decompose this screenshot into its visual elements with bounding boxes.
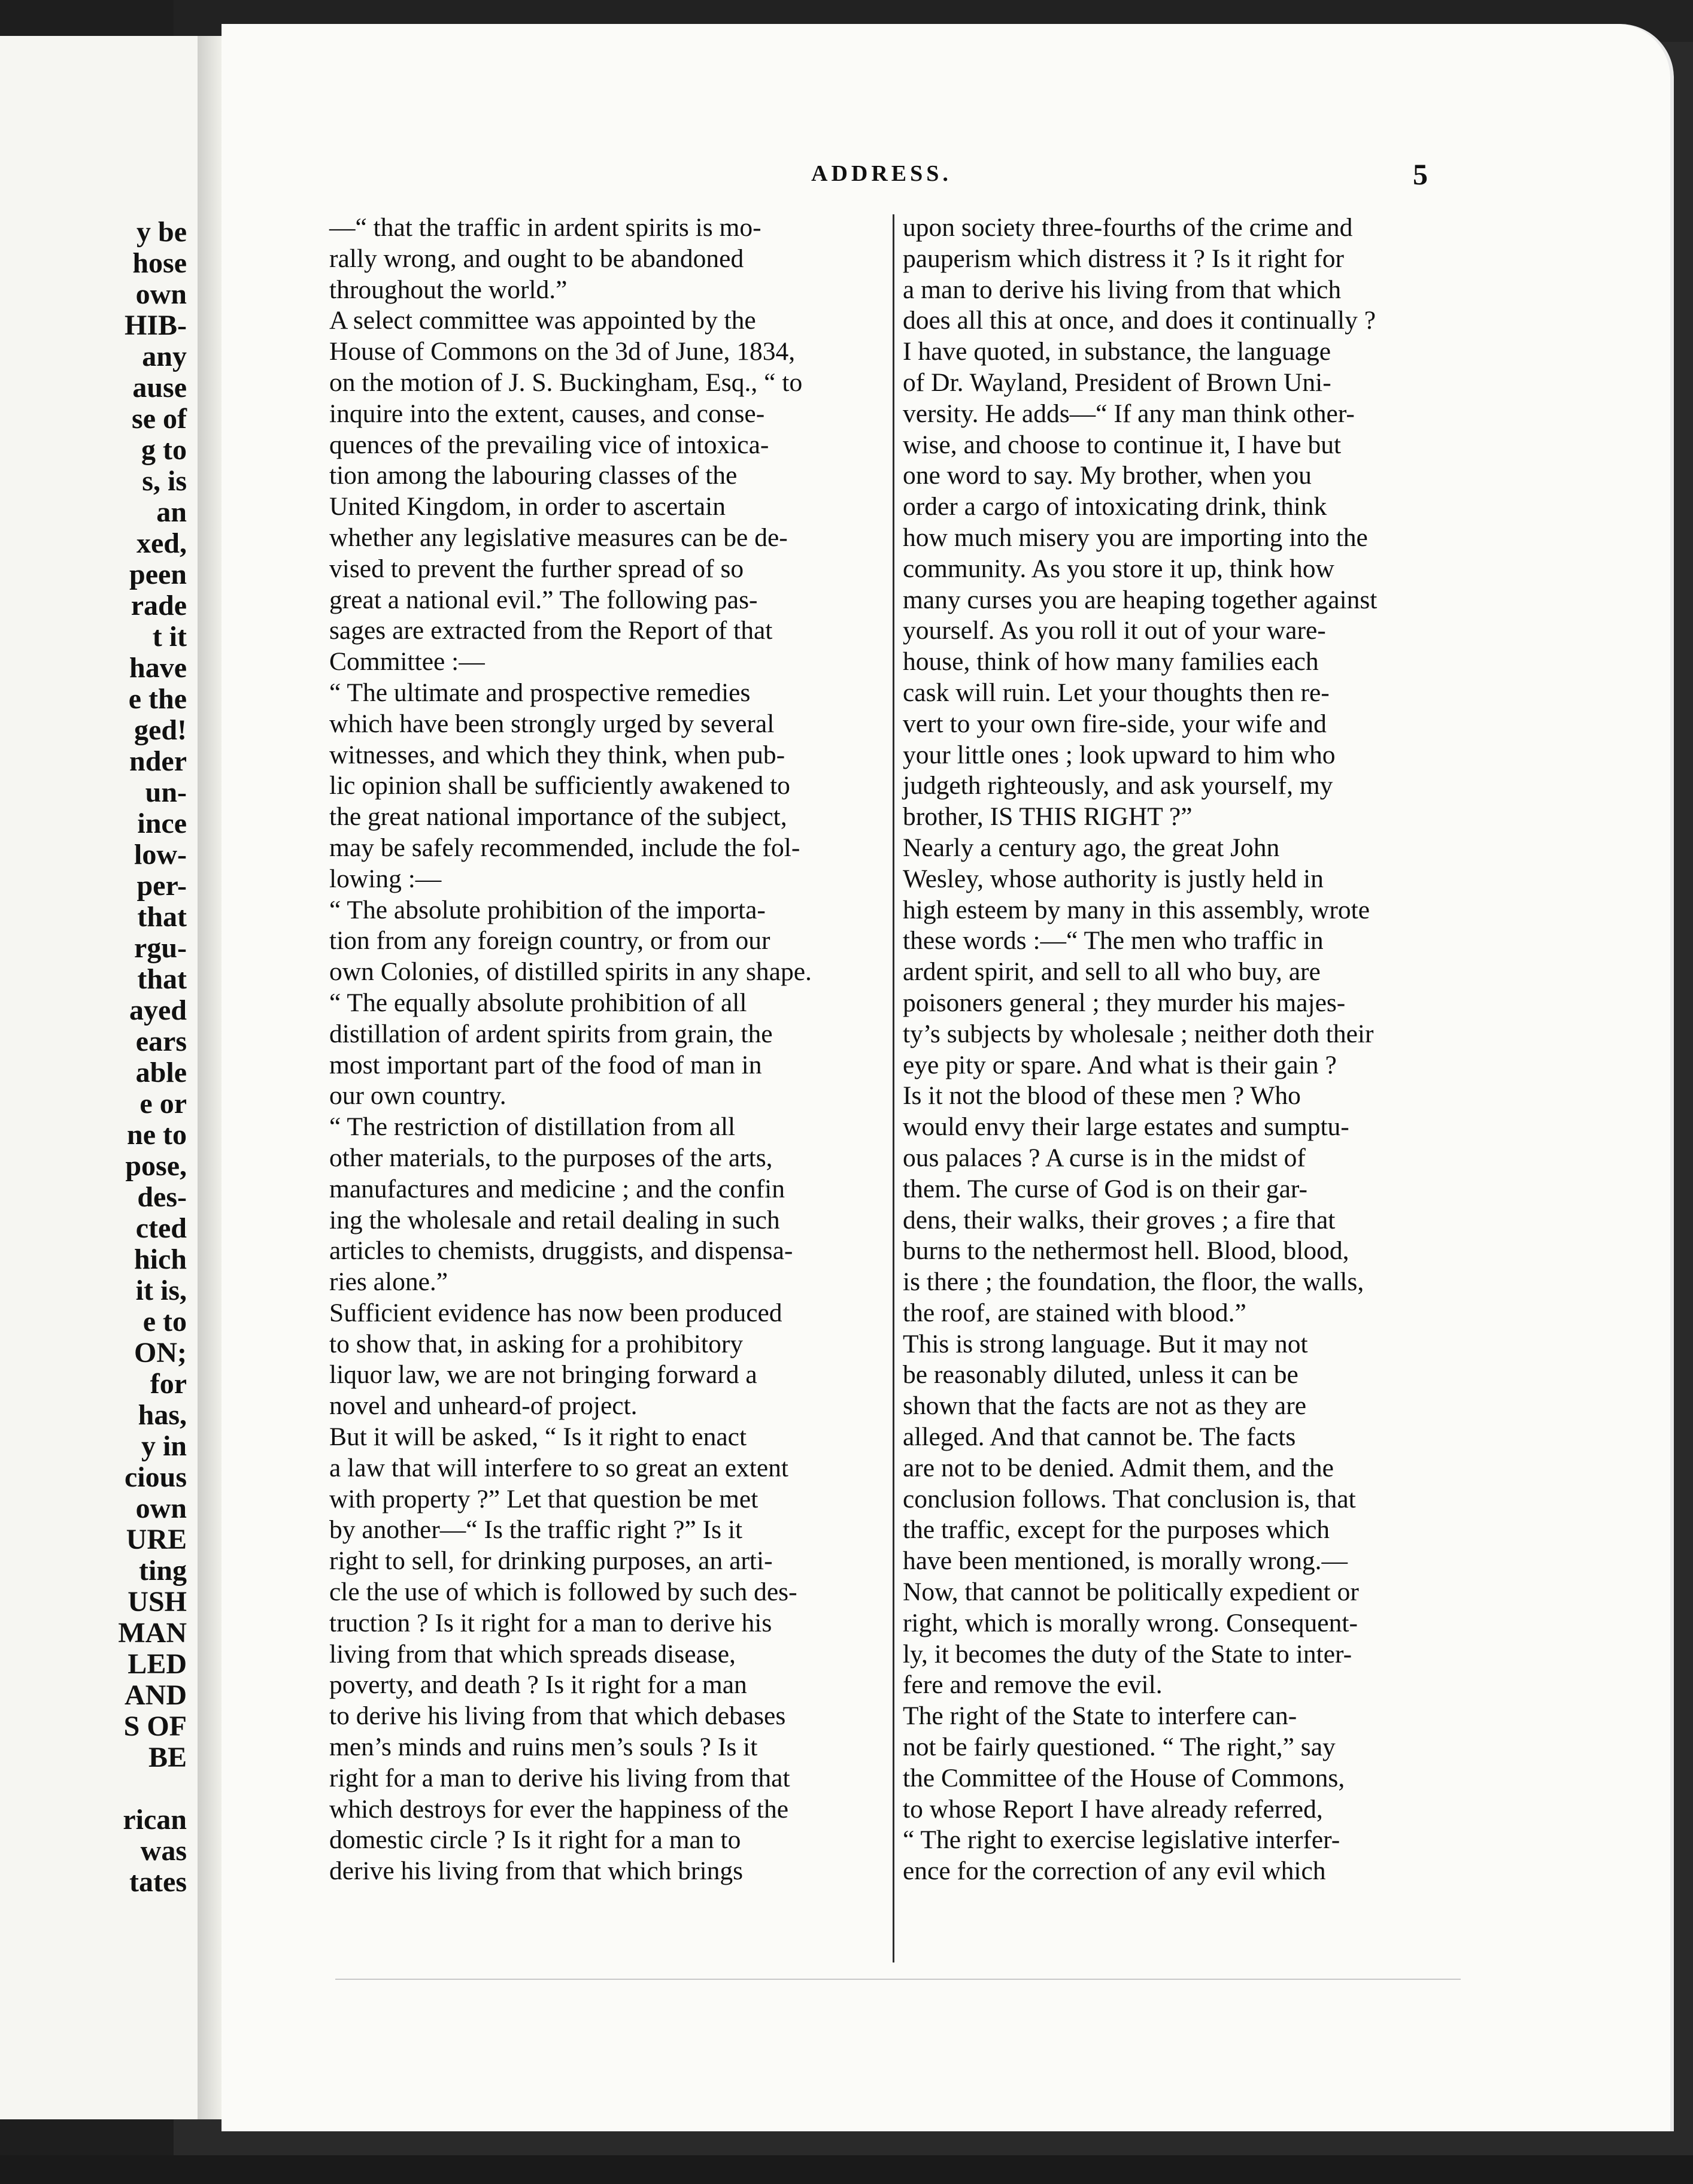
- previous-page-fragment: rican: [123, 1804, 187, 1836]
- column-rule: [893, 214, 894, 1962]
- left-column-line: United Kingdom, in order to ascertain: [329, 492, 726, 521]
- previous-page-fragment: y be: [136, 216, 187, 248]
- right-column-line: community. As you store it up, think how: [903, 554, 1334, 583]
- left-column-line: men’s minds and ruins men’s souls ? Is it: [329, 1733, 758, 1762]
- previous-page-fragment: S OF: [123, 1710, 187, 1742]
- previous-page-fragment: able: [135, 1057, 187, 1088]
- previous-page-fragment: e the: [128, 683, 187, 715]
- left-column: [329, 213, 892, 1887]
- previous-page-fragment: LED: [128, 1648, 187, 1680]
- left-column-line: sages are extracted from the Report of that: [329, 616, 773, 645]
- right-column-line: be reasonably diluted, unless it can be: [903, 1360, 1298, 1390]
- right-column-line: the Committee of the House of Commons,: [903, 1763, 1345, 1792]
- right-column-line: is there ; the foundation, the floor, the walls,: [903, 1267, 1364, 1297]
- left-column-line: other materials, to the purposes of the arts,: [329, 1143, 773, 1172]
- right-column-line: ly, it becomes the duty of the State to inter-: [903, 1639, 1352, 1669]
- bottom-rule: [335, 1979, 1461, 1980]
- previous-page-fragment: it is,: [135, 1275, 187, 1306]
- previous-page-fragment: xed,: [136, 527, 187, 559]
- previous-page-fragment: per-: [136, 870, 187, 902]
- previous-page-fragment: hose: [132, 247, 187, 279]
- left-column-line: “ The equally absolute prohibition of all: [329, 988, 747, 1017]
- previous-page-fragment: hich: [134, 1243, 187, 1275]
- right-column-line: dens, their walks, their groves ; a fire that: [903, 1205, 1336, 1234]
- left-column-line: quences of the prevailing vice of intoxica-: [329, 430, 769, 459]
- previous-page-fragment: for: [150, 1368, 187, 1400]
- left-column-line: liquor law, we are not bringing forward a: [329, 1360, 757, 1390]
- previous-page-fragment: own: [135, 278, 187, 310]
- previous-page-fragment: s, is: [142, 465, 187, 497]
- previous-page-fragment: that: [137, 963, 187, 995]
- previous-page-fragment: se of: [132, 403, 187, 435]
- right-column-line: eye pity or spare. And what is their gain ?: [903, 1050, 1337, 1079]
- left-column-line: by another—“ Is the traffic right ?” Is it: [329, 1515, 743, 1545]
- previous-page-fragment: own: [135, 1493, 187, 1524]
- right-column-line: a man to derive his living from that which: [903, 275, 1342, 304]
- previous-page-fragment: tates: [129, 1866, 187, 1898]
- right-column-line: shown that the facts are not as they are: [903, 1391, 1306, 1421]
- left-column-line: tion among the labouring classes of the: [329, 461, 738, 490]
- left-column-line: poverty, and death ? Is it right for a man: [329, 1670, 747, 1700]
- right-column-line: This is strong language. But it may not: [903, 1329, 1308, 1358]
- left-column-line: derive his living from that which brings: [329, 1857, 744, 1886]
- previous-page-fragment: ince: [137, 808, 187, 839]
- previous-page-fragment: ne to: [127, 1119, 187, 1151]
- right-column-line: wise, and choose to continue it, I have but: [903, 430, 1342, 459]
- right-column-line: The right of the State to interfere can-: [903, 1701, 1297, 1731]
- left-column-line: manufactures and medicine ; and the confin: [329, 1174, 785, 1203]
- previous-page-fragment: rade: [131, 590, 187, 621]
- right-column-line: judgeth righteously, and ask yourself, my: [903, 771, 1333, 800]
- previous-page-fragment: nder: [129, 745, 187, 777]
- right-column-line: brother, IS THIS RIGHT ?”: [903, 802, 1193, 832]
- previous-page-fragment: un-: [145, 776, 187, 808]
- left-column-line: living from that which spreads disease,: [329, 1639, 736, 1669]
- running-head: ADDRESS.: [811, 161, 952, 186]
- left-column-line: distillation of ardent spirits from grain, the: [329, 1019, 773, 1048]
- previous-page-edge: [0, 36, 198, 2119]
- right-column-line: “ The right to exercise legislative interfer-: [903, 1825, 1340, 1855]
- right-column-line: have been mentioned, is morally wrong.—: [903, 1546, 1348, 1576]
- left-column-line: great a national evil.” The following pas-: [329, 585, 758, 614]
- right-column-line: right, which is morally wrong. Consequent-: [903, 1608, 1358, 1637]
- left-column-line: domestic circle ? Is it right for a man to: [329, 1825, 741, 1855]
- left-column-line: to derive his living from that which debases: [329, 1701, 786, 1731]
- right-column-line: of Dr. Wayland, President of Brown Uni-: [903, 368, 1331, 397]
- right-column-line: the traffic, except for the purposes which: [903, 1515, 1330, 1545]
- left-column-line: lowing :—: [329, 864, 442, 893]
- previous-page-fragment: MAN: [118, 1617, 187, 1649]
- previous-page-fragment: rgu-: [134, 932, 187, 964]
- left-column-line: ries alone.”: [329, 1267, 448, 1297]
- left-column-line: the great national importance of the subject,: [329, 802, 787, 832]
- right-column-line: to whose Report I have already referred,: [903, 1794, 1323, 1824]
- left-column-line: rally wrong, and ought to be abandoned: [329, 244, 744, 273]
- right-column-line: one word to say. My brother, when you: [903, 461, 1312, 490]
- previous-page-fragment: has,: [138, 1399, 187, 1431]
- left-column-line: A select committee was appointed by the: [329, 306, 756, 335]
- right-column-line: Is it not the blood of these men ? Who: [903, 1081, 1301, 1111]
- left-column-line: ing the wholesale and retail dealing in such: [329, 1205, 780, 1234]
- right-column-line: not be fairly questioned. “ The right,” say: [903, 1733, 1336, 1762]
- left-column-line: Sufficient evidence has now been produced: [329, 1298, 782, 1327]
- previous-page-fragment: AND: [125, 1679, 187, 1711]
- right-column-line: them. The curse of God is on their gar-: [903, 1174, 1308, 1203]
- left-column-line: witnesses, and which they think, when pub-: [329, 740, 785, 769]
- previous-page-fragment: URE: [126, 1524, 187, 1555]
- left-column-line: tion from any foreign country, or from our: [329, 926, 770, 956]
- right-column-line: Wesley, whose authority is justly held in: [903, 864, 1324, 893]
- right-column-line: ty’s subjects by wholesale ; neither doth their: [903, 1019, 1374, 1048]
- right-column-line: order a cargo of intoxicating drink, think: [903, 492, 1327, 521]
- previous-page-fragment: e to: [142, 1306, 187, 1337]
- right-column-line: pauperism which distress it ? Is it right for: [903, 244, 1344, 273]
- left-column-line: articles to chemists, druggists, and dispensa-: [329, 1236, 793, 1266]
- left-column-line: most important part of the food of man in: [329, 1050, 762, 1079]
- previous-page-fragment: ON;: [134, 1337, 187, 1369]
- right-column-line: would envy their large estates and sumptu-: [903, 1112, 1349, 1142]
- right-column-line: are not to be denied. Admit them, and the: [903, 1453, 1334, 1482]
- right-column-line: the roof, are stained with blood.”: [903, 1298, 1246, 1327]
- left-column-line: own Colonies, of distilled spirits in any shape.: [329, 957, 812, 987]
- right-column-line: versity. He adds—“ If any man think other-: [903, 399, 1355, 428]
- right-column-line: how much misery you are importing into the: [903, 523, 1368, 552]
- previous-page-fragment: that: [137, 901, 187, 933]
- previous-page-fragment: was: [140, 1835, 187, 1867]
- right-column-line: poisoners general ; they murder his majes-: [903, 988, 1346, 1017]
- page-number: 5: [1413, 157, 1428, 191]
- previous-page-fragment: des-: [137, 1181, 187, 1213]
- right-column-line: house, think of how many families each: [903, 647, 1319, 677]
- previous-page-fragment: ears: [135, 1026, 187, 1057]
- left-column-line: right to sell, for drinking purposes, an arti-: [329, 1546, 773, 1576]
- left-column-line: novel and unheard-of project.: [329, 1391, 638, 1421]
- previous-page-fragment: peen: [129, 559, 187, 590]
- right-column-line: vert to your own fire-side, your wife and: [903, 709, 1327, 738]
- right-column: [903, 213, 1470, 1887]
- previous-page-fragment: cious: [124, 1461, 187, 1493]
- left-column-line: —“ that the traffic in ardent spirits is mo-: [329, 213, 761, 242]
- previous-page-fragment: any: [142, 341, 187, 372]
- left-column-line: cle the use of which is followed by such des-: [329, 1578, 797, 1607]
- left-column-line: on the motion of J. S. Buckingham, Esq., “ to: [329, 368, 803, 397]
- right-column-line: conclusion follows. That conclusion is, that: [903, 1484, 1356, 1513]
- left-column-line: “ The restriction of distillation from all: [329, 1112, 736, 1142]
- left-column-line: lic opinion shall be sufficiently awakened to: [329, 771, 790, 800]
- left-column-line: inquire into the extent, causes, and conse-: [329, 399, 765, 428]
- left-column-line: whether any legislative measures can be de-: [329, 523, 788, 552]
- left-column-line: House of Commons on the 3d of June, 1834,: [329, 337, 796, 366]
- scan-bottom-border: [0, 2155, 1693, 2184]
- previous-page-fragment: g to: [141, 434, 187, 466]
- left-column-line: “ The ultimate and prospective remedies: [329, 678, 751, 707]
- previous-page-fragment: y in: [141, 1430, 187, 1462]
- left-column-line: a law that will interfere to so great an extent: [329, 1453, 788, 1482]
- left-column-line: vised to prevent the further spread of so: [329, 554, 744, 583]
- previous-page-fragment: e or: [139, 1088, 187, 1120]
- previous-page-fragment: BE: [148, 1742, 187, 1773]
- right-column-line: fere and remove the evil.: [903, 1670, 1163, 1700]
- left-column-line: to show that, in asking for a prohibitory: [329, 1329, 744, 1358]
- left-column-line: with property ?” Let that question be met: [329, 1484, 758, 1513]
- right-column-line: ardent spirit, and sell to all who buy, are: [903, 957, 1321, 987]
- previous-page-fragment: ting: [138, 1555, 187, 1587]
- previous-page-fragment: ause: [132, 372, 187, 404]
- right-column-line: these words :—“ The men who traffic in: [903, 926, 1324, 956]
- right-column-line: ous palaces ? A curse is in the midst of: [903, 1143, 1306, 1172]
- right-column-line: ence for the correction of any evil which: [903, 1857, 1326, 1886]
- previous-page-fragment: cted: [135, 1212, 187, 1244]
- right-column-line: Nearly a century ago, the great John: [903, 833, 1280, 862]
- right-column-line: does all this at once, and does it continually ?: [903, 306, 1376, 335]
- left-column-line: our own country.: [329, 1081, 506, 1111]
- right-column-line: yourself. As you roll it out of your ware-: [903, 616, 1326, 645]
- left-column-line: “ The absolute prohibition of the importa-: [329, 895, 766, 924]
- right-column-line: cask will ruin. Let your thoughts then re-: [903, 678, 1330, 707]
- previous-page-fragment: an: [156, 496, 187, 528]
- previous-page-fragment: ged!: [134, 714, 187, 746]
- left-column-line: which have been strongly urged by several: [329, 709, 775, 738]
- previous-page-fragment: t it: [152, 621, 187, 653]
- previous-page-fragment: HIB-: [124, 310, 187, 341]
- right-column-line: Now, that cannot be politically expedient or: [903, 1578, 1359, 1607]
- left-column-line: throughout the world.”: [329, 275, 568, 304]
- right-column-line: I have quoted, in substance, the language: [903, 337, 1331, 366]
- previous-page-fragment: pose,: [125, 1150, 187, 1182]
- left-column-line: which destroys for ever the happiness of the: [329, 1794, 789, 1824]
- previous-page-fragment: ayed: [129, 994, 187, 1026]
- right-column-line: your little ones ; look upward to him who: [903, 740, 1336, 769]
- left-column-line: Committee :—: [329, 647, 485, 677]
- left-column-line: truction ? Is it right for a man to derive his: [329, 1608, 772, 1637]
- right-column-line: many curses you are heaping together against: [903, 585, 1378, 614]
- right-column-line: burns to the nethermost hell. Blood, blood,: [903, 1236, 1349, 1266]
- right-column-line: upon society three-fourths of the crime and: [903, 213, 1353, 242]
- right-column-line: alleged. And that cannot be. The facts: [903, 1422, 1296, 1452]
- right-column-line: high esteem by many in this assembly, wrote: [903, 895, 1370, 924]
- left-column-line: But it will be asked, “ Is it right to enact: [329, 1422, 747, 1452]
- previous-page-fragment: low-: [134, 839, 187, 870]
- previous-page-fragment: USH: [128, 1586, 187, 1618]
- left-column-line: right for a man to derive his living from that: [329, 1763, 790, 1792]
- book-gutter: [198, 36, 222, 2119]
- left-column-line: may be safely recommended, include the fol-: [329, 833, 800, 862]
- previous-page-fragment: have: [129, 652, 187, 684]
